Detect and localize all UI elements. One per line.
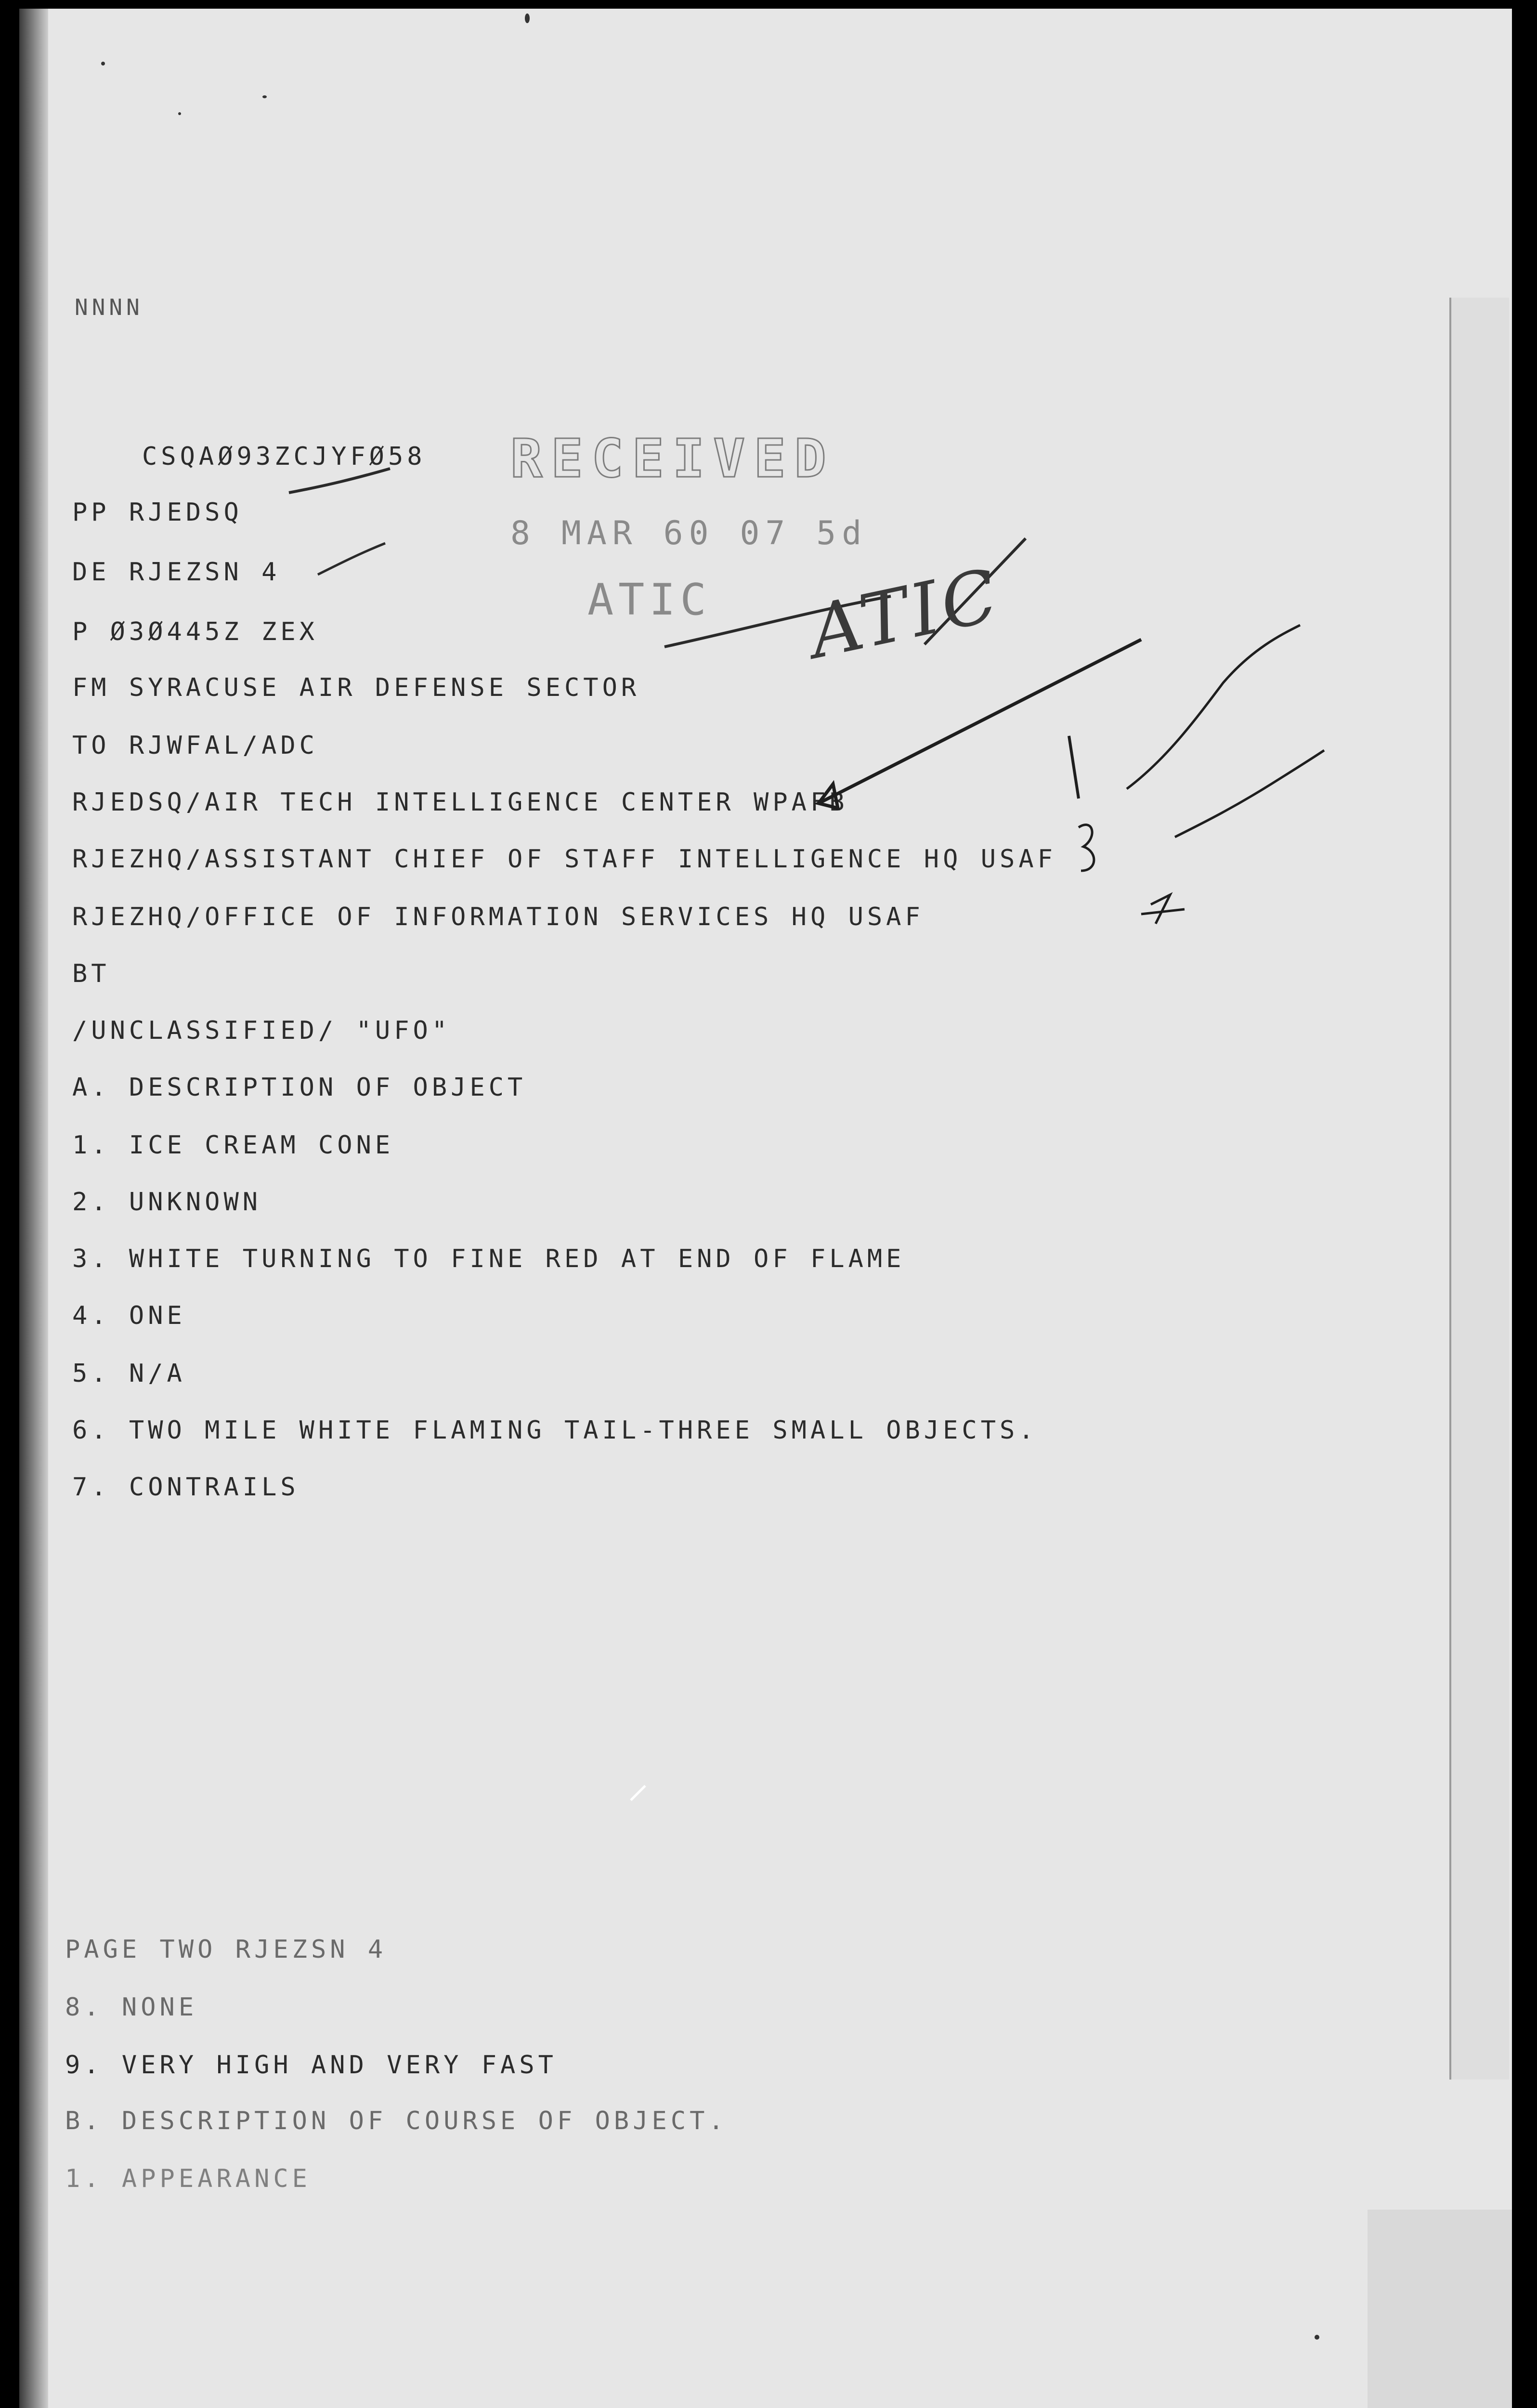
teletype-page [19, 9, 1512, 2408]
item-3: 3. WHITE TURNING TO FINE RED AT END OF FLAME [72, 1244, 905, 1273]
to-line: TO RJWFAL/ADC [72, 731, 318, 760]
item-4: 4. ONE [72, 1301, 186, 1330]
pen-scribble-1 [1069, 736, 1079, 798]
pen-scribble-4 [1175, 750, 1324, 837]
routing-indicator: CSQAØ93ZCJYFØ58 [142, 442, 426, 471]
from-line: FM SYRACUSE AIR DEFENSE SECTOR [72, 673, 640, 702]
item-6: 6. TWO MILE WHITE FLAMING TAIL-THREE SMALL OBJECTS. [72, 1416, 1038, 1445]
pen-tick [631, 1786, 645, 1800]
item-5: 5. N/A [72, 1359, 186, 1388]
pen-scribble-5 [1141, 895, 1185, 924]
received-stamp: RECEIVED [510, 428, 835, 489]
pen-scribble-3 [1127, 625, 1300, 789]
info-addressee-2: RJEZHQ/ASSISTANT CHIEF OF STAFF INTELLIGENCE HQ USAF [72, 845, 1056, 874]
pen-scribble-2 [1079, 825, 1094, 871]
precedence-line: PP RJEDSQ [72, 498, 243, 527]
classification-line: /UNCLASSIFIED/ "UFO" [72, 1016, 451, 1045]
item-2: 2. UNKNOWN [72, 1188, 262, 1217]
item-7: 7. CONTRAILS [72, 1473, 300, 1502]
originator-line: DE RJEZSN 4 [72, 558, 281, 587]
handwritten-annotations [19, 9, 1512, 2408]
item-1: 1. ICE CREAM CONE [72, 1131, 394, 1160]
info-addressee-1: RJEDSQ/AIR TECH INTELLIGENCE CENTER WPAFB [72, 788, 848, 817]
page-two-header: PAGE TWO RJEZSN 4 [65, 1935, 387, 1964]
break-marker: BT [72, 959, 110, 988]
received-stamp-date: 8 MAR 60 07 5d [510, 514, 868, 552]
end-of-message-marker: NNNN [75, 294, 143, 320]
item-8: 8. NONE [65, 1993, 198, 2022]
pen-underline-routing [289, 469, 390, 493]
date-time-group: P Ø3Ø445Z ZEX [72, 617, 318, 646]
pen-underline-de [318, 543, 385, 575]
section-b-heading: B. DESCRIPTION OF COURSE OF OBJECT. [65, 2107, 728, 2135]
info-addressee-3: RJEZHQ/OFFICE OF INFORMATION SERVICES HQ USAF [72, 903, 924, 931]
item-b1: 1. APPEARANCE [65, 2164, 311, 2193]
handwritten-atic: ATIC [802, 553, 1007, 675]
item-9: 9. VERY HIGH AND VERY FAST [65, 2051, 557, 2080]
received-stamp-office: ATIC [587, 575, 711, 625]
section-a-heading: A. DESCRIPTION OF OBJECT [72, 1073, 527, 1102]
